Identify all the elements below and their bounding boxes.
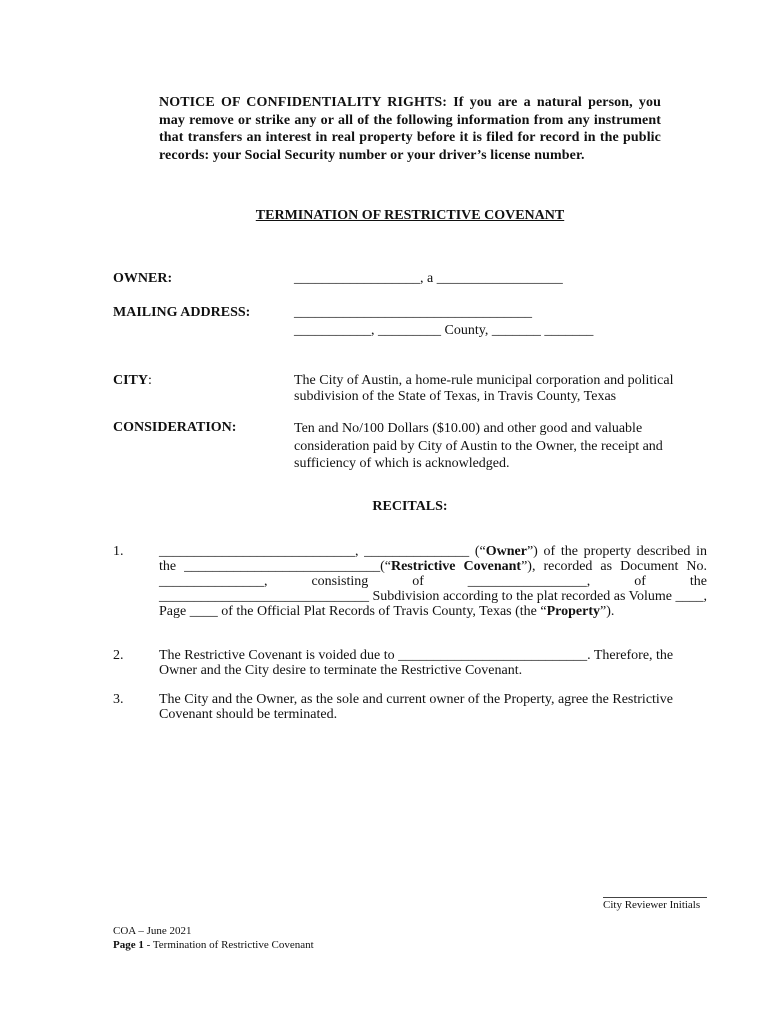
recitals-heading: RECITALS: bbox=[372, 499, 448, 514]
recital-1-part-1: ____________________________, _______________ (“ bbox=[159, 544, 486, 559]
footer-page-title: - Termination of Restrictive Covenant bbox=[143, 939, 314, 951]
recital-3-number: 3. bbox=[113, 692, 124, 707]
city-value: The City of Austin, a home-rule municipal corporation and political subdivision of the State of Texas, in Travis County, Texas bbox=[294, 373, 674, 404]
mailing-address-label: MAILING ADDRESS: bbox=[113, 305, 251, 320]
owner-label: OWNER: bbox=[113, 271, 173, 286]
mailing-address-line-2: ___________, _________ County, _______ _______ bbox=[294, 323, 594, 338]
city-label-text: CITY bbox=[113, 373, 149, 388]
city-label-colon: : bbox=[148, 373, 152, 388]
document-title: TERMINATION OF RESTRICTIVE COVENANT bbox=[255, 208, 565, 223]
recital-1-text bbox=[159, 544, 707, 619]
recital-1-part-2: ”) of the property described in the ____________________________(“ bbox=[159, 544, 707, 574]
owner-value: __________________, a __________________ bbox=[294, 271, 563, 286]
recital-1-part-3: ”), recorded as Document No. _______________, consisting of _________________, of the ______________________________ Subdivision according to the plat recorded as Volume ____, Page ____ of the Official Plat Records of Travis County, Texas (the “ bbox=[159, 559, 707, 619]
recital-2-text: The Restrictive Covenant is voided due to ___________________________. Therefore, the Owner and the City desire to terminate the Restrictive Covenant. bbox=[159, 648, 674, 678]
recital-2-number: 2. bbox=[113, 648, 124, 663]
recital-1-part-4: ”). bbox=[599, 604, 615, 619]
footer-page-number: Page 1 bbox=[113, 939, 144, 951]
confidentiality-notice: NOTICE OF CONFIDENTIALITY RIGHTS: If you are a natural person, you may remove or strike any or all of the following information from any instrument that transfers an interest in real property before it is filed for record in the public records: your Social Security number or your driver’s license number. bbox=[159, 95, 661, 163]
city-label bbox=[113, 373, 152, 389]
consideration-value: Ten and No/100 Dollars ($10.00) and other good and valuable consideration paid by City of Austin to the Owner, the receipt and sufficiency of which is acknowledged. bbox=[294, 421, 663, 471]
recital-3-text: The City and the Owner, as the sole and current owner of the Property, agree the Restrictive Covenant should be terminated. bbox=[159, 692, 674, 722]
recital-1-property-term: Property bbox=[546, 604, 600, 619]
city-reviewer-initials-label: City Reviewer Initials bbox=[603, 899, 701, 911]
initials-signature-line bbox=[603, 897, 707, 898]
recital-1-owner-term: Owner bbox=[485, 544, 527, 559]
footer-page-info bbox=[113, 939, 314, 951]
footer-revision: COA – June 2021 bbox=[113, 925, 192, 937]
recital-1-covenant-term: Restrictive Covenant bbox=[390, 559, 522, 574]
mailing-address-line-1: __________________________________ bbox=[294, 305, 532, 320]
recital-1-number: 1. bbox=[113, 544, 124, 559]
consideration-label: CONSIDERATION: bbox=[113, 420, 237, 435]
